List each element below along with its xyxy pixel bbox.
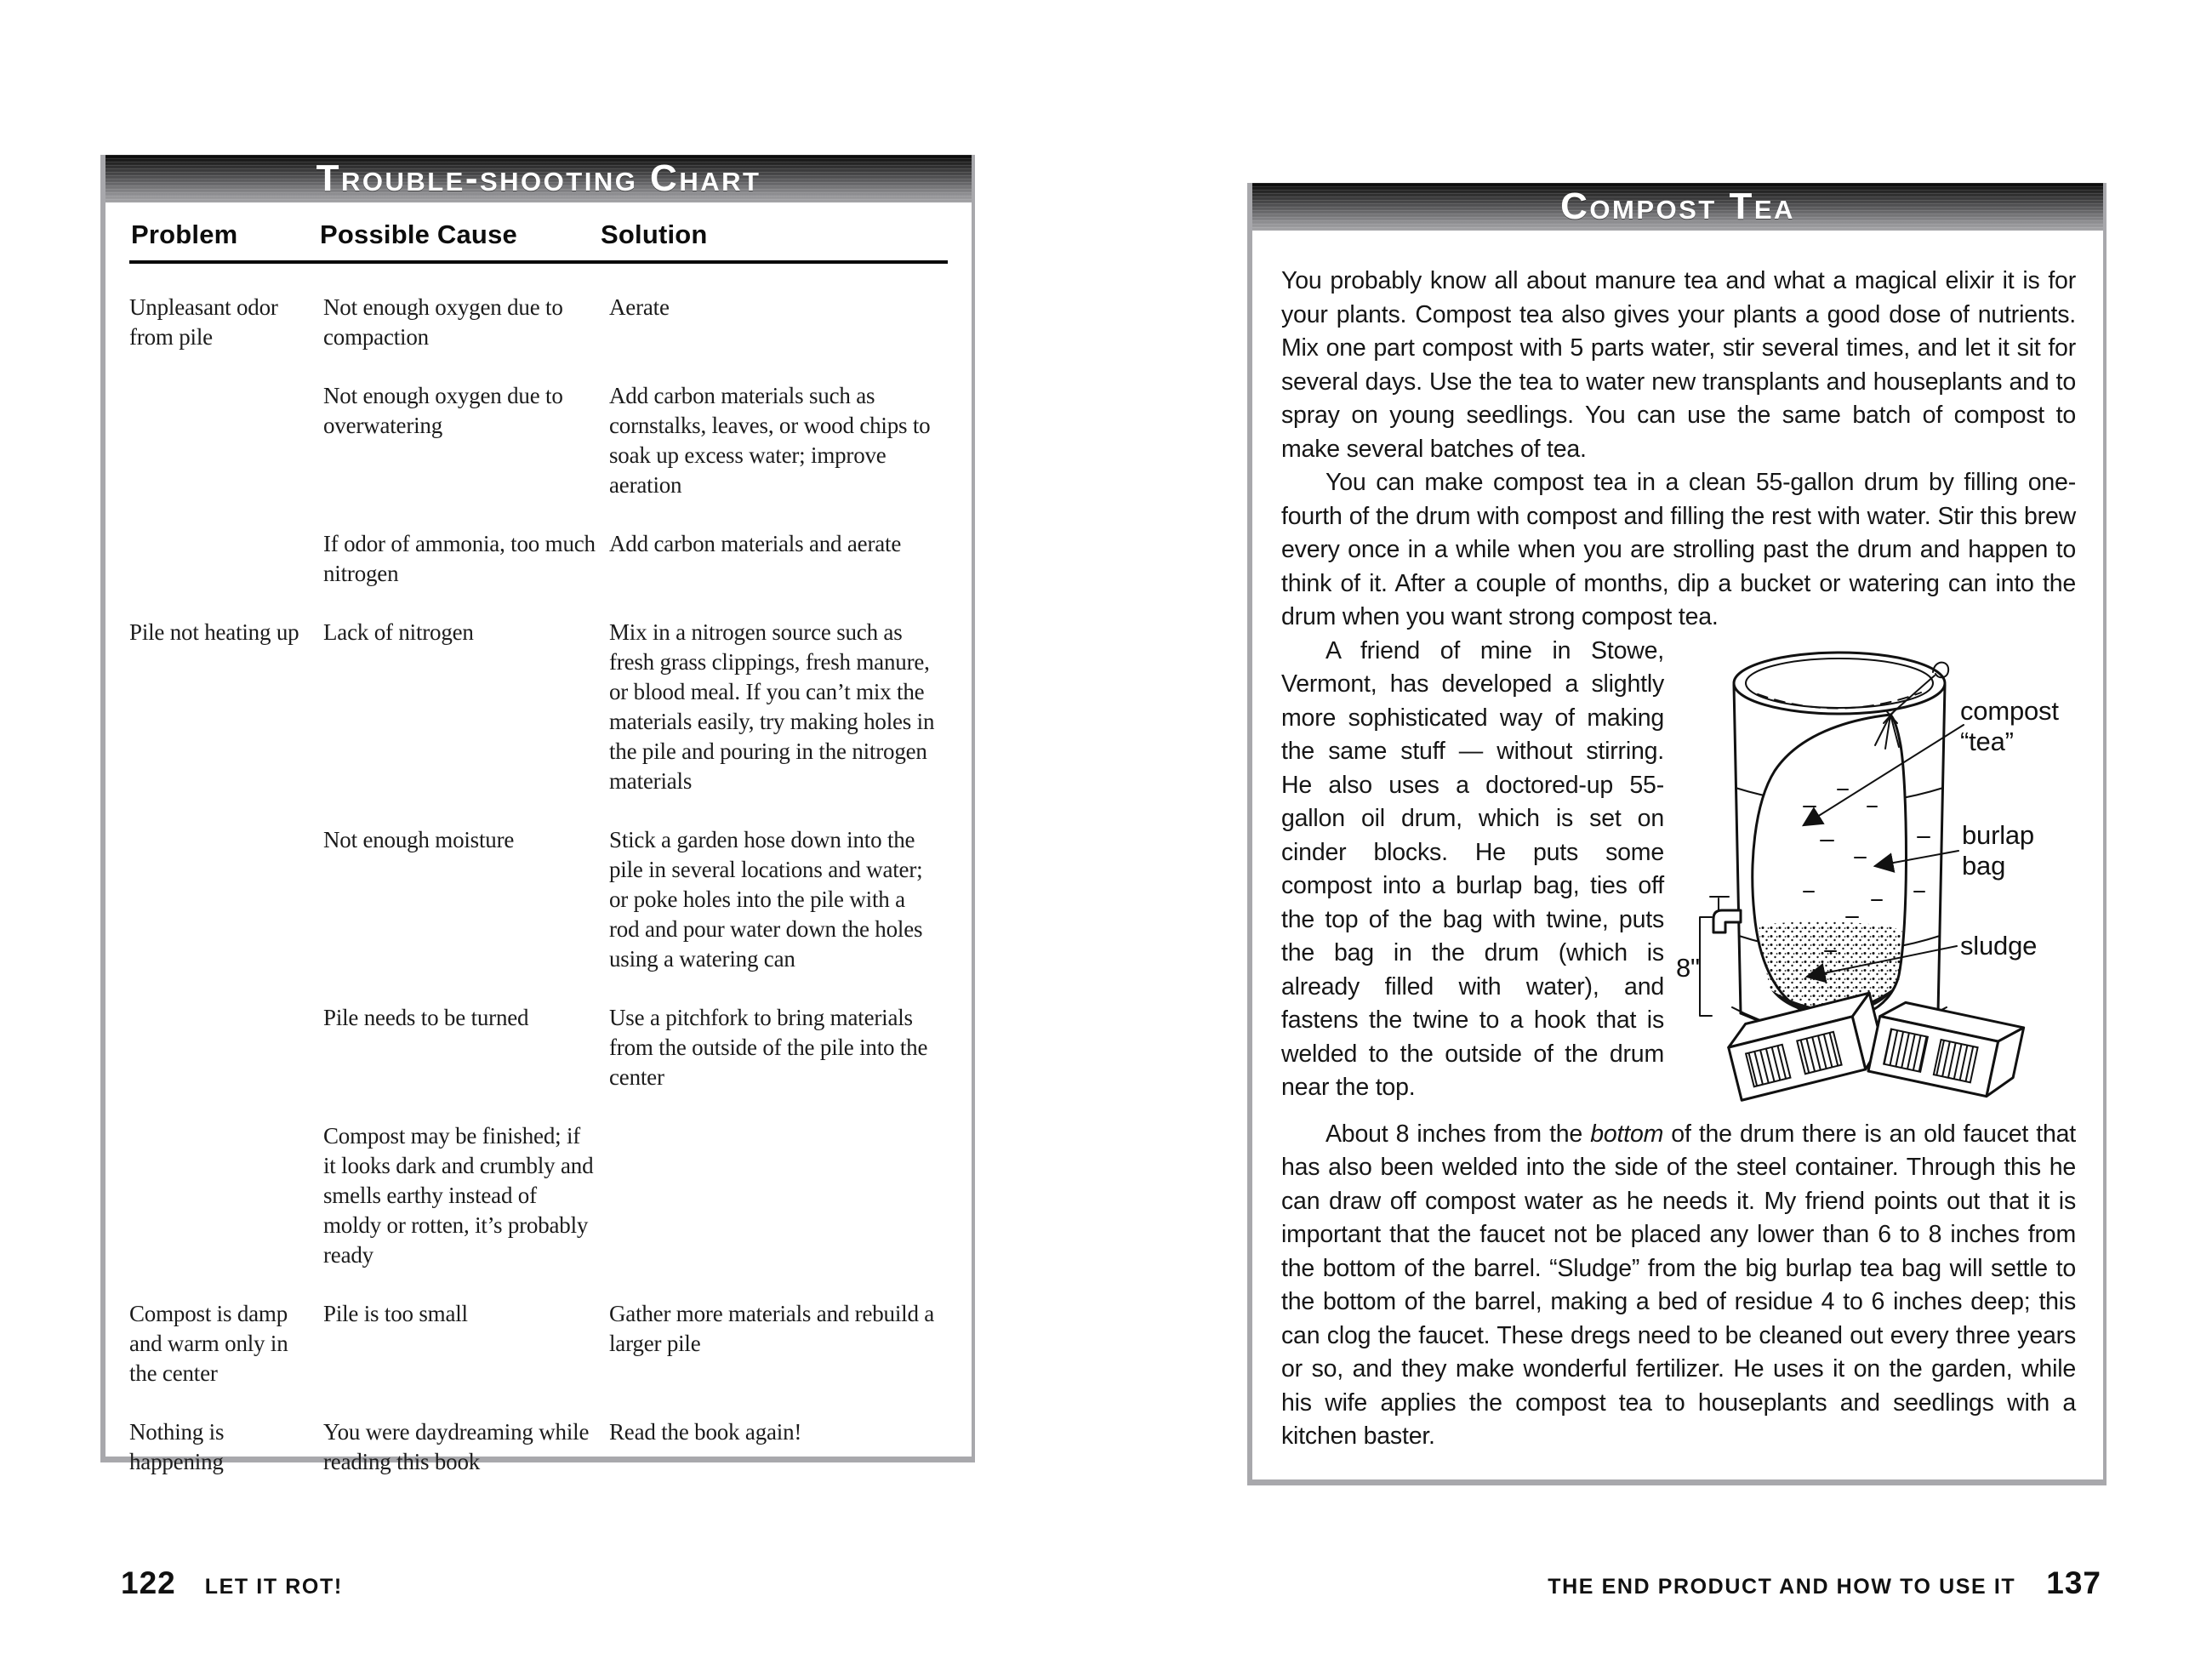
- cell-cause: Not enough oxygen due to compaction: [323, 294, 563, 350]
- measurement-label: 8": [1676, 952, 1700, 983]
- table-row: [129, 529, 948, 589]
- page-number: 122: [121, 1565, 176, 1600]
- sludge-label: sludge: [1960, 930, 2038, 961]
- cell-problem: Compost is damp and warm only in the center: [129, 1301, 288, 1386]
- cell-problem: Pile not heating up: [129, 619, 299, 645]
- cell-problem: [129, 381, 318, 500]
- table-row: [129, 618, 948, 796]
- compost-tea-header-band: [1252, 183, 2103, 231]
- paragraph: [1281, 1118, 2076, 1454]
- troubleshooting-chart-header-band: [105, 155, 972, 202]
- cell-problem: [129, 825, 318, 974]
- cell-problem: [129, 1003, 318, 1092]
- faucet: [1710, 897, 1741, 932]
- drum-illustration: [1676, 636, 2076, 1113]
- cell-problem: Nothing is happening: [129, 1419, 225, 1474]
- right-page-footer: [1548, 1565, 2101, 1601]
- cell-solution: [609, 1121, 948, 1270]
- burlap-bag-label-line2: bag: [1962, 850, 2006, 881]
- cell-cause: Not enough moisture: [323, 827, 515, 852]
- cell-solution: Gather more materials and rebuild a larger pile: [609, 1301, 935, 1356]
- cell-solution: Aerate: [609, 294, 670, 320]
- cell-solution: Add carbon materials and aerate: [609, 531, 902, 556]
- table-header-row: [129, 202, 948, 264]
- compost-tea-figure: [1676, 636, 2076, 1113]
- cell-cause: Pile needs to be turned: [323, 1005, 529, 1030]
- cell-solution: Read the book again!: [609, 1419, 802, 1445]
- cell-cause: If odor of ammonia, too much nitrogen: [323, 531, 596, 586]
- running-chapter-title: THE END PRODUCT AND HOW TO USE IT: [1548, 1575, 2016, 1599]
- table-row: [129, 1003, 948, 1092]
- compost-tea-label-line1: compost: [1960, 695, 2059, 726]
- column-header-solution: Solution: [601, 219, 708, 249]
- cell-cause: Compost may be finished; if it looks dark and crumbly and smells earthy instead of moldy or rotten, it’s probably ready: [323, 1123, 594, 1268]
- drum-rim: [1734, 653, 1945, 714]
- cell-problem: [129, 1121, 318, 1270]
- table-row: [129, 825, 948, 974]
- troubleshooting-table: [105, 202, 972, 1477]
- column-header-cause: Possible Cause: [320, 219, 517, 249]
- left-page-footer: [121, 1565, 343, 1601]
- cell-cause: You were daydreaming while reading this book: [323, 1419, 590, 1474]
- running-book-title: LET IT ROT!: [204, 1575, 343, 1599]
- paragraph-text: About 8 inches from the: [1325, 1120, 1591, 1148]
- troubleshooting-chart-panel: [100, 155, 975, 1474]
- paragraph: You can make compost tea in a clean 55-gallon drum by filling one-fourth of the drum with compost and filling the rest with water. Stir this brew every once in a while when you are strolling past the drum and happen to think of it. After a couple of months, dip a bucket or watering can into the drum when you want strong compost tea.: [1281, 469, 2076, 630]
- paragraph-with-figure: [1281, 635, 2076, 1105]
- table-row: [129, 293, 948, 352]
- italic-word: bottom: [1590, 1120, 1664, 1148]
- cell-solution: Use a pitchfork to bring materials from the outside of the pile into the center: [609, 1005, 928, 1090]
- table-row: [129, 1299, 948, 1388]
- cell-cause: Not enough oxygen due to overwatering: [323, 383, 563, 438]
- troubleshooting-chart-title: Trouble-shooting Chart: [316, 157, 761, 199]
- cinder-block-right: [1868, 997, 2024, 1100]
- cell-solution: Add carbon materials such as cornstalks, leaves, or wood chips to soak up excess water; improve aeration: [609, 383, 931, 498]
- paragraph-text: of the drum there is an old faucet that has also been welded into the side of the steel container. Through this he can draw off compost water as he needs it. My friend points out that it is important that the faucet not be placed any lower than 6 to 8 inches from the bottom of the barrel. “Sludge” from the big burlap tea bag will settle to the bottom of the barrel, making a bed of residue 4 to 6 inches deep; this can clog the faucet. These dregs need to be cleaned out every three years or so, and they make wonderful fertilizer. He uses it on the garden, while his wife applies the compost tea to houseplants and seedlings with a kitchen baster.: [1281, 1120, 2076, 1450]
- cell-solution: Mix in a nitrogen source such as fresh grass clippings, fresh manure, or blood meal. If you can’t mix the materials easily, try making holes in the pile and pouring in the nitrogen materials: [609, 619, 935, 794]
- cell-problem: [129, 529, 318, 589]
- cell-cause: Lack of nitrogen: [323, 619, 474, 645]
- cell-solution: Stick a garden hose down into the pile in several locations and water; or poke holes into the pile with a rod and pour water down the holes using a watering can: [609, 827, 923, 972]
- compost-tea-title: Compost Tea: [1560, 185, 1795, 227]
- cell-problem: Unpleasant odor from pile: [129, 294, 278, 350]
- compost-tea-label-line2: “tea”: [1960, 726, 2014, 756]
- measurement-bracket: [1676, 917, 1712, 1016]
- table-row: [129, 1417, 948, 1477]
- paragraph-text: A friend of mine in Stowe, Vermont, has developed a slightly more sophisticated way of making the same stuff — without stirring. He also uses a doctored-up 55-gallon oil drum, which is set on cinder blocks. He puts some compost into a burlap bag, ties off the top of the bag with twine, puts the bag in the drum (which is already filled with water), and fastens the twine to a hook that is welded to the outside of the drum near the top.: [1281, 636, 1664, 1101]
- compost-tea-panel: [1247, 183, 2107, 1485]
- page-number: 137: [2046, 1565, 2101, 1600]
- column-header-problem: Problem: [131, 219, 238, 249]
- burlap-bag-label-line1: burlap: [1962, 819, 2034, 850]
- cell-cause: Pile is too small: [323, 1301, 468, 1326]
- table-row: [129, 381, 948, 500]
- compost-tea-body: [1252, 231, 2103, 1454]
- paragraph: You probably know all about manure tea and what a magical elixir it is for your plants. Compost tea also gives your plants a good dose of nutrients. Mix one part compost with 5 parts water, stir several times, and let it sit for several days. Use the tea to water new transplants and houseplants and to spray on young seedlings. You can use the same batch of compost to make several batches of tea.: [1281, 267, 2076, 463]
- table-row: [129, 1121, 948, 1270]
